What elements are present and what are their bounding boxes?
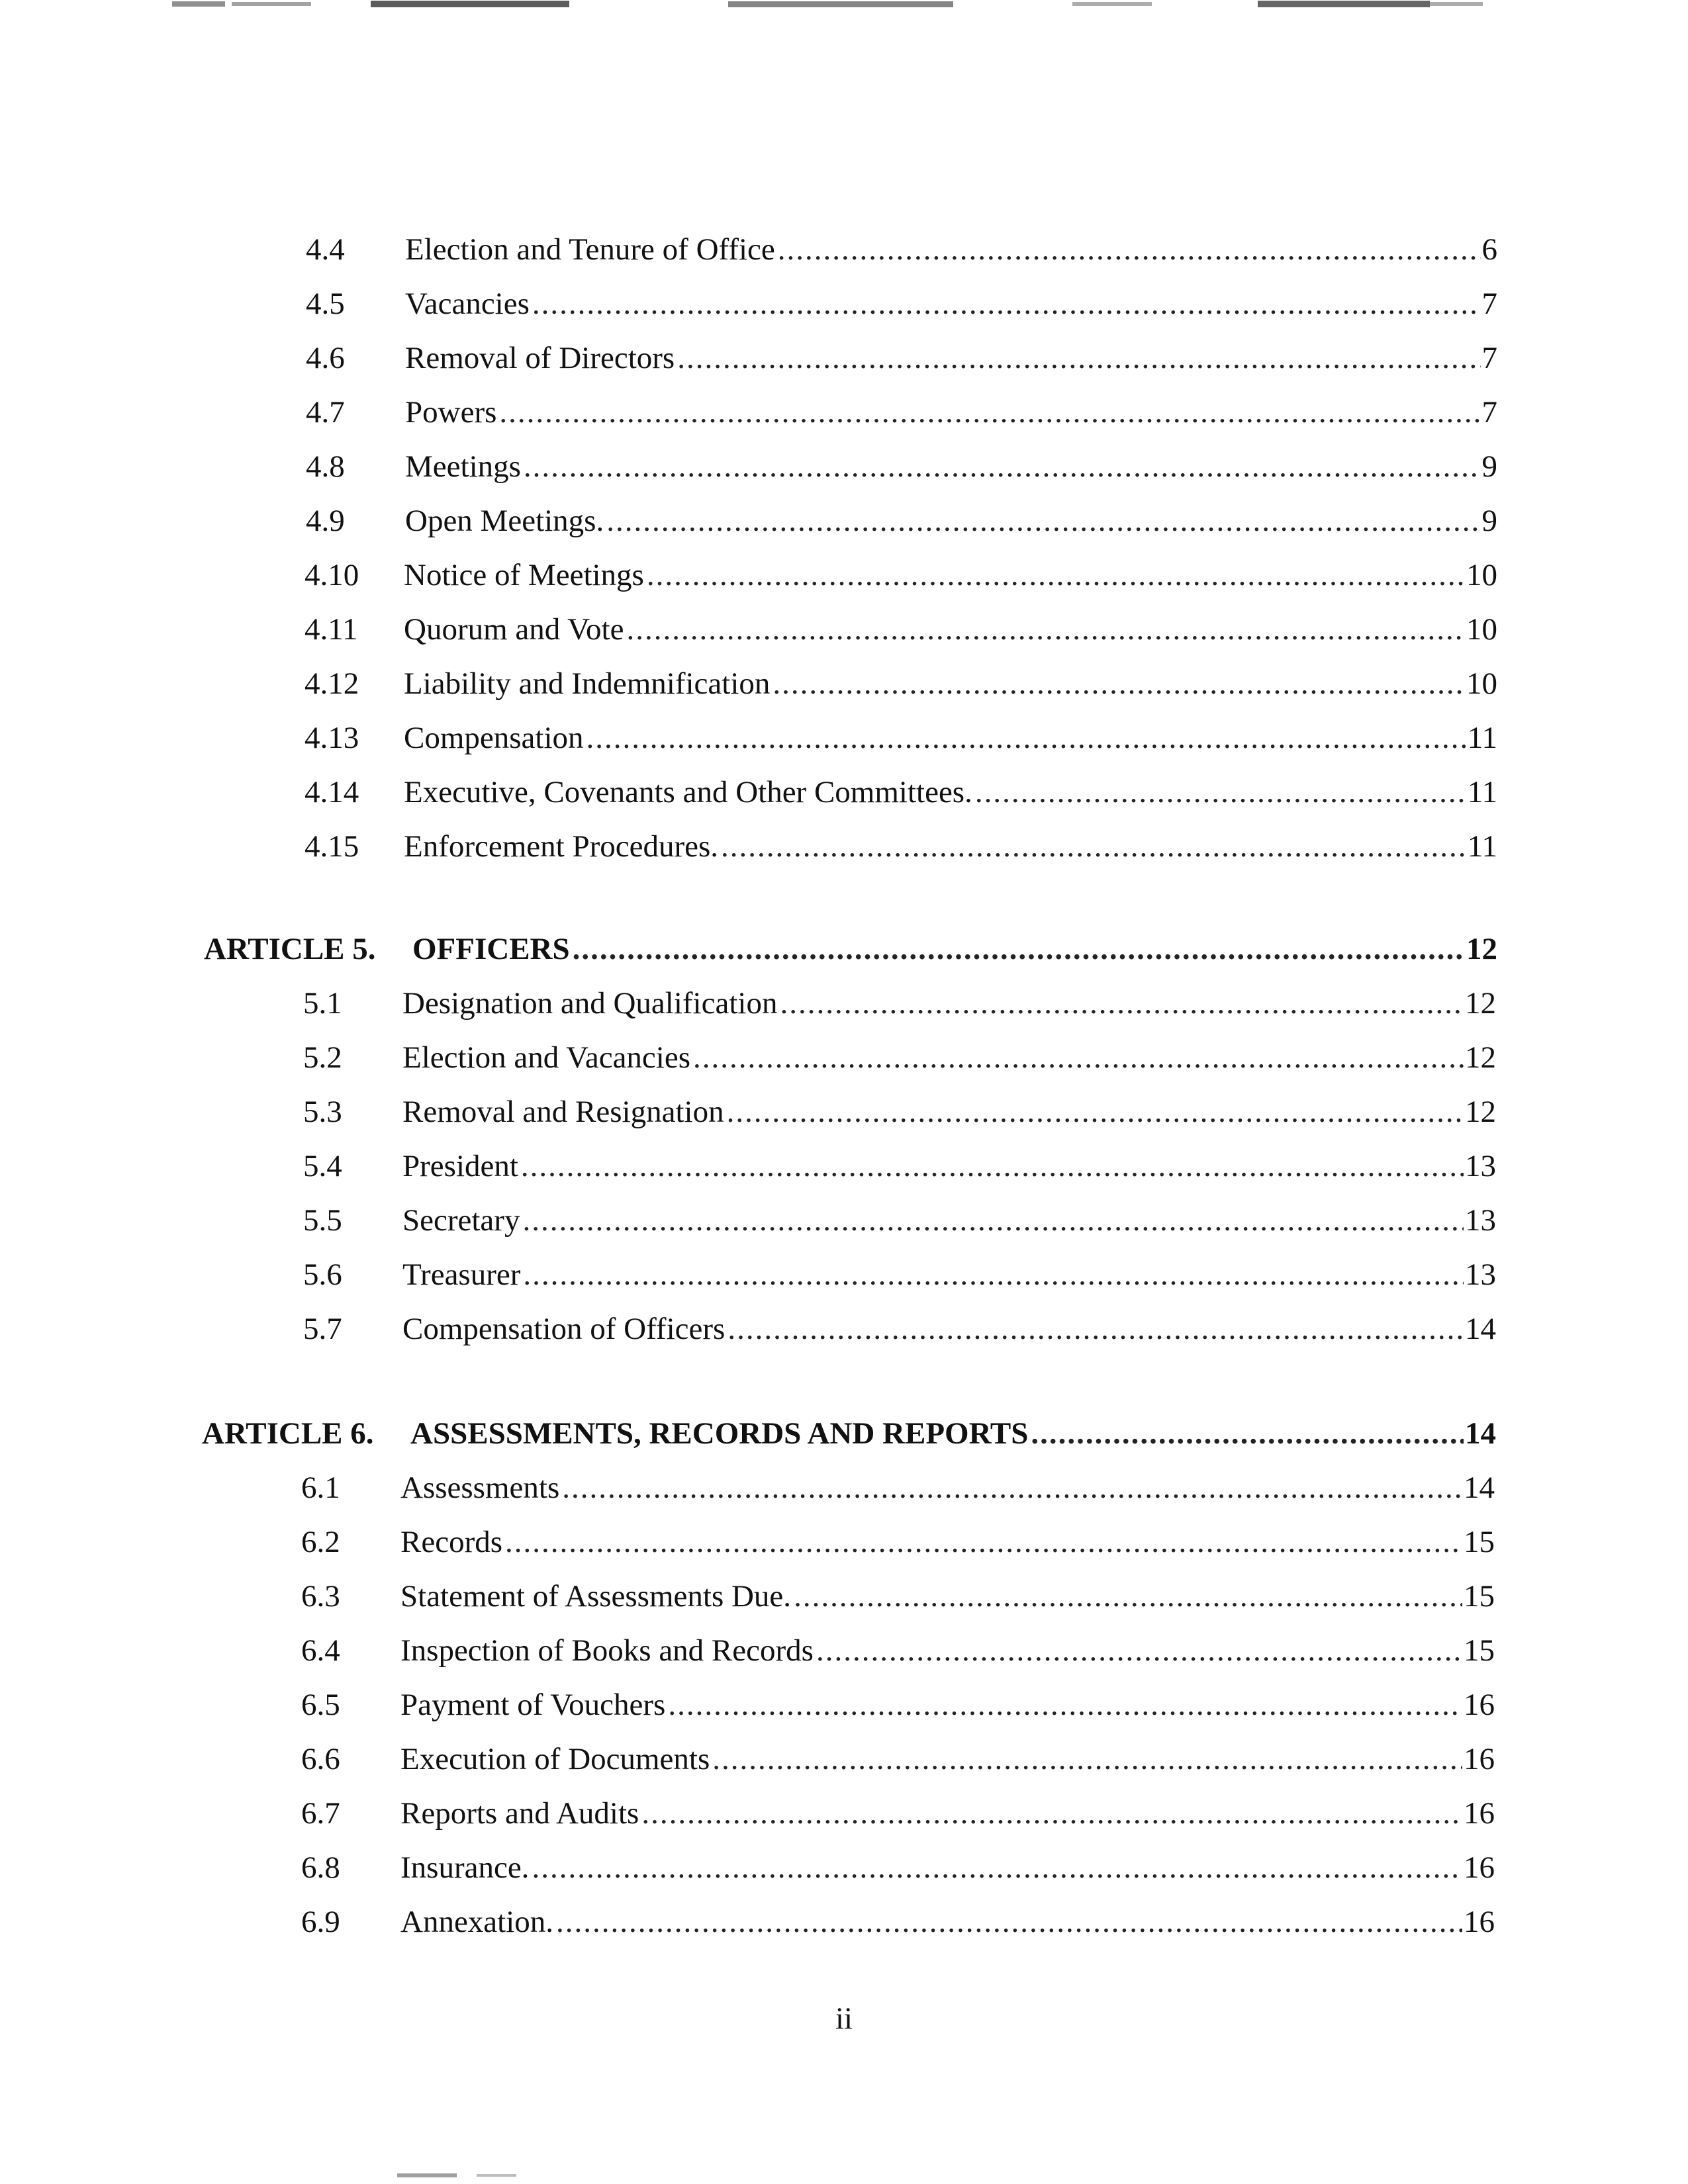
- toc-entry-6-7: [301, 1794, 1495, 1833]
- section-title: Election and Tenure of Office: [405, 232, 775, 267]
- section-number: 6.7: [301, 1796, 340, 1831]
- section-number: 4.6: [306, 341, 345, 375]
- scan-artifact-bottom: [0, 2164, 1688, 2184]
- dot-leader: [626, 610, 1465, 649]
- dot-leader: [780, 983, 1464, 1023]
- toc-entry-6-5: [301, 1685, 1495, 1725]
- section-title: Enforcement Procedures.: [404, 829, 719, 864]
- page-number: 7: [1481, 395, 1497, 430]
- dot-leader: [794, 1576, 1462, 1616]
- page-number: 11: [1467, 829, 1497, 864]
- dot-leader: [586, 718, 1466, 758]
- toc-entry-6-3: [301, 1576, 1495, 1616]
- page-number: 16: [1464, 1742, 1495, 1776]
- page-number: 11: [1467, 775, 1497, 809]
- section-title: Annexation.: [400, 1905, 554, 1939]
- dot-leader: [727, 1092, 1464, 1132]
- dot-leader: [668, 1685, 1462, 1725]
- toc-entry-5-5: [303, 1201, 1496, 1240]
- dot-leader: [522, 1201, 1464, 1240]
- toc-entry-4-5: [306, 284, 1497, 324]
- article-number: ARTICLE 6.: [202, 1416, 374, 1451]
- dot-leader: [556, 1902, 1462, 1942]
- dot-leader: [712, 1739, 1462, 1779]
- section-title: Vacancies: [405, 287, 530, 321]
- footer-page-number: ii: [835, 2001, 853, 2036]
- section-number: 6.3: [301, 1579, 340, 1614]
- toc-entry-5-2: [303, 1038, 1496, 1077]
- dot-leader: [693, 1038, 1464, 1077]
- toc-entry-5-6: [303, 1255, 1496, 1295]
- page-number: 11: [1467, 721, 1497, 755]
- toc-entry-6-2: [301, 1522, 1495, 1562]
- section-title: Reports and Audits: [400, 1796, 639, 1831]
- toc-entry-4-11: [305, 610, 1497, 649]
- section-title: Compensation: [404, 721, 584, 755]
- section-number: 6.4: [301, 1633, 340, 1668]
- toc-entry-6-6: [301, 1739, 1495, 1779]
- section-title: Assessments: [400, 1471, 560, 1505]
- section-title: Treasurer: [402, 1257, 521, 1292]
- page-number: 13: [1465, 1257, 1496, 1292]
- dot-leader: [606, 501, 1480, 541]
- section-title: Insurance.: [400, 1850, 530, 1885]
- section-title: President: [402, 1149, 518, 1183]
- toc-entry-6-8: [301, 1848, 1495, 1888]
- dot-leader: [532, 284, 1481, 324]
- section-title: Liability and Indemnification: [404, 666, 771, 701]
- dot-leader: [778, 230, 1481, 269]
- dot-leader: [524, 447, 1481, 486]
- section-number: 4.4: [306, 232, 345, 267]
- section-title: Notice of Meetings: [404, 558, 644, 592]
- page-number: 15: [1464, 1579, 1495, 1614]
- section-number: 4.15: [305, 829, 359, 864]
- page-number: 7: [1481, 341, 1497, 375]
- page-number: 12: [1465, 1040, 1496, 1075]
- toc-entry-5-4: [303, 1146, 1496, 1186]
- section-title: Secretary: [402, 1203, 520, 1238]
- section-number: 4.8: [306, 449, 345, 484]
- section-title: Execution of Documents: [400, 1742, 710, 1776]
- page-number: 15: [1464, 1633, 1495, 1668]
- section-number: 5.3: [303, 1095, 342, 1129]
- page-number: 9: [1481, 449, 1497, 484]
- section-title: Compensation of Officers: [402, 1312, 726, 1346]
- dot-leader: [721, 827, 1466, 866]
- page-number: 6: [1481, 232, 1497, 267]
- page-number: 12: [1465, 986, 1496, 1021]
- section-title: Removal of Directors: [405, 341, 675, 375]
- article-number: ARTICLE 5.: [204, 932, 376, 966]
- section-number: 6.5: [301, 1688, 340, 1722]
- page-number: 7: [1481, 287, 1497, 321]
- section-number: 4.5: [306, 287, 345, 321]
- toc-entry-5-7: [303, 1309, 1496, 1349]
- dot-leader: [641, 1794, 1462, 1833]
- page-number: 14: [1465, 1416, 1496, 1451]
- section-number: 5.1: [303, 986, 342, 1021]
- section-number: 6.8: [301, 1850, 340, 1885]
- section-title: Inspection of Books and Records: [400, 1633, 814, 1668]
- page-number: 10: [1466, 666, 1497, 701]
- section-title: Powers: [405, 395, 497, 430]
- article-title: OFFICERS: [412, 932, 570, 966]
- dot-leader: [727, 1309, 1464, 1349]
- article-title: ASSESSMENTS, RECORDS AND REPORTS: [410, 1416, 1029, 1451]
- section-number: 4.11: [305, 612, 358, 647]
- dot-leader: [521, 1146, 1464, 1186]
- toc-entry-4-6: [306, 338, 1497, 378]
- section-title: Open Meetings.: [405, 504, 604, 538]
- page-number: 16: [1464, 1688, 1495, 1722]
- toc-entry-4-7: [306, 392, 1497, 432]
- page-number: 14: [1464, 1471, 1495, 1505]
- section-number: 5.5: [303, 1203, 342, 1238]
- page-number: 9: [1481, 504, 1497, 538]
- section-title: Removal and Resignation: [402, 1095, 724, 1129]
- section-number: 5.6: [303, 1257, 342, 1292]
- toc-entry-6-9: [301, 1902, 1495, 1942]
- page-number: 16: [1464, 1796, 1495, 1831]
- section-number: 4.10: [305, 558, 359, 592]
- dot-leader: [1031, 1414, 1464, 1453]
- toc-entry-5-3: [303, 1092, 1496, 1132]
- page-number: 13: [1465, 1149, 1496, 1183]
- section-number: 5.4: [303, 1149, 342, 1183]
- toc-entry-4-4: [306, 230, 1497, 269]
- section-number: 5.2: [303, 1040, 342, 1075]
- section-number: 6.9: [301, 1905, 340, 1939]
- section-title: Records: [400, 1525, 503, 1559]
- section-number: 4.14: [305, 775, 359, 809]
- section-number: 4.12: [305, 666, 359, 701]
- page-number: 12: [1466, 932, 1497, 966]
- page-number: 10: [1466, 612, 1497, 647]
- section-title: Statement of Assessments Due.: [400, 1579, 792, 1614]
- section-number: 5.7: [303, 1312, 342, 1346]
- page-number: 14: [1465, 1312, 1496, 1346]
- toc-entry-4-14: [305, 772, 1497, 812]
- dot-leader: [975, 772, 1466, 812]
- toc-article-5: [204, 929, 1497, 969]
- page-number: 13: [1465, 1203, 1496, 1238]
- toc-article-6: [202, 1414, 1496, 1453]
- section-title: Payment of Vouchers: [400, 1688, 666, 1722]
- page-number: 12: [1465, 1095, 1496, 1129]
- toc-entry-4-13: [305, 718, 1497, 758]
- section-number: 4.9: [306, 504, 345, 538]
- toc-entry-6-1: [301, 1468, 1495, 1508]
- dot-leader: [647, 555, 1465, 595]
- section-number: 6.1: [301, 1471, 340, 1505]
- section-title: Quorum and Vote: [404, 612, 624, 647]
- section-number: 6.6: [301, 1742, 340, 1776]
- dot-leader: [562, 1468, 1462, 1508]
- toc-entry-6-4: [301, 1631, 1495, 1670]
- dot-leader: [677, 338, 1480, 378]
- toc-entry-5-1: [303, 983, 1496, 1023]
- scan-artifact-top: [0, 0, 1688, 12]
- dot-leader: [773, 664, 1465, 704]
- section-title: Election and Vacancies: [402, 1040, 691, 1075]
- section-number: 4.7: [306, 395, 345, 430]
- page-number: 10: [1466, 558, 1497, 592]
- dot-leader: [505, 1522, 1462, 1562]
- dot-leader: [532, 1848, 1462, 1888]
- dot-leader: [573, 929, 1465, 969]
- toc-entry-4-8: [306, 447, 1497, 486]
- section-number: 6.2: [301, 1525, 340, 1559]
- dot-leader: [523, 1255, 1464, 1295]
- toc-entry-4-9: [306, 501, 1497, 541]
- toc-entry-4-15: [305, 827, 1497, 866]
- section-number: 4.13: [305, 721, 359, 755]
- toc-entry-4-12: [305, 664, 1497, 704]
- page-number: 16: [1464, 1850, 1495, 1885]
- dot-leader: [816, 1631, 1462, 1670]
- page-number: 16: [1464, 1905, 1495, 1939]
- dot-leader: [499, 392, 1480, 432]
- page-number: 15: [1464, 1525, 1495, 1559]
- toc-entry-4-10: [305, 555, 1497, 595]
- section-title: Meetings: [405, 449, 521, 484]
- section-title: Designation and Qualification: [402, 986, 778, 1021]
- section-title: Executive, Covenants and Other Committees.: [404, 775, 972, 809]
